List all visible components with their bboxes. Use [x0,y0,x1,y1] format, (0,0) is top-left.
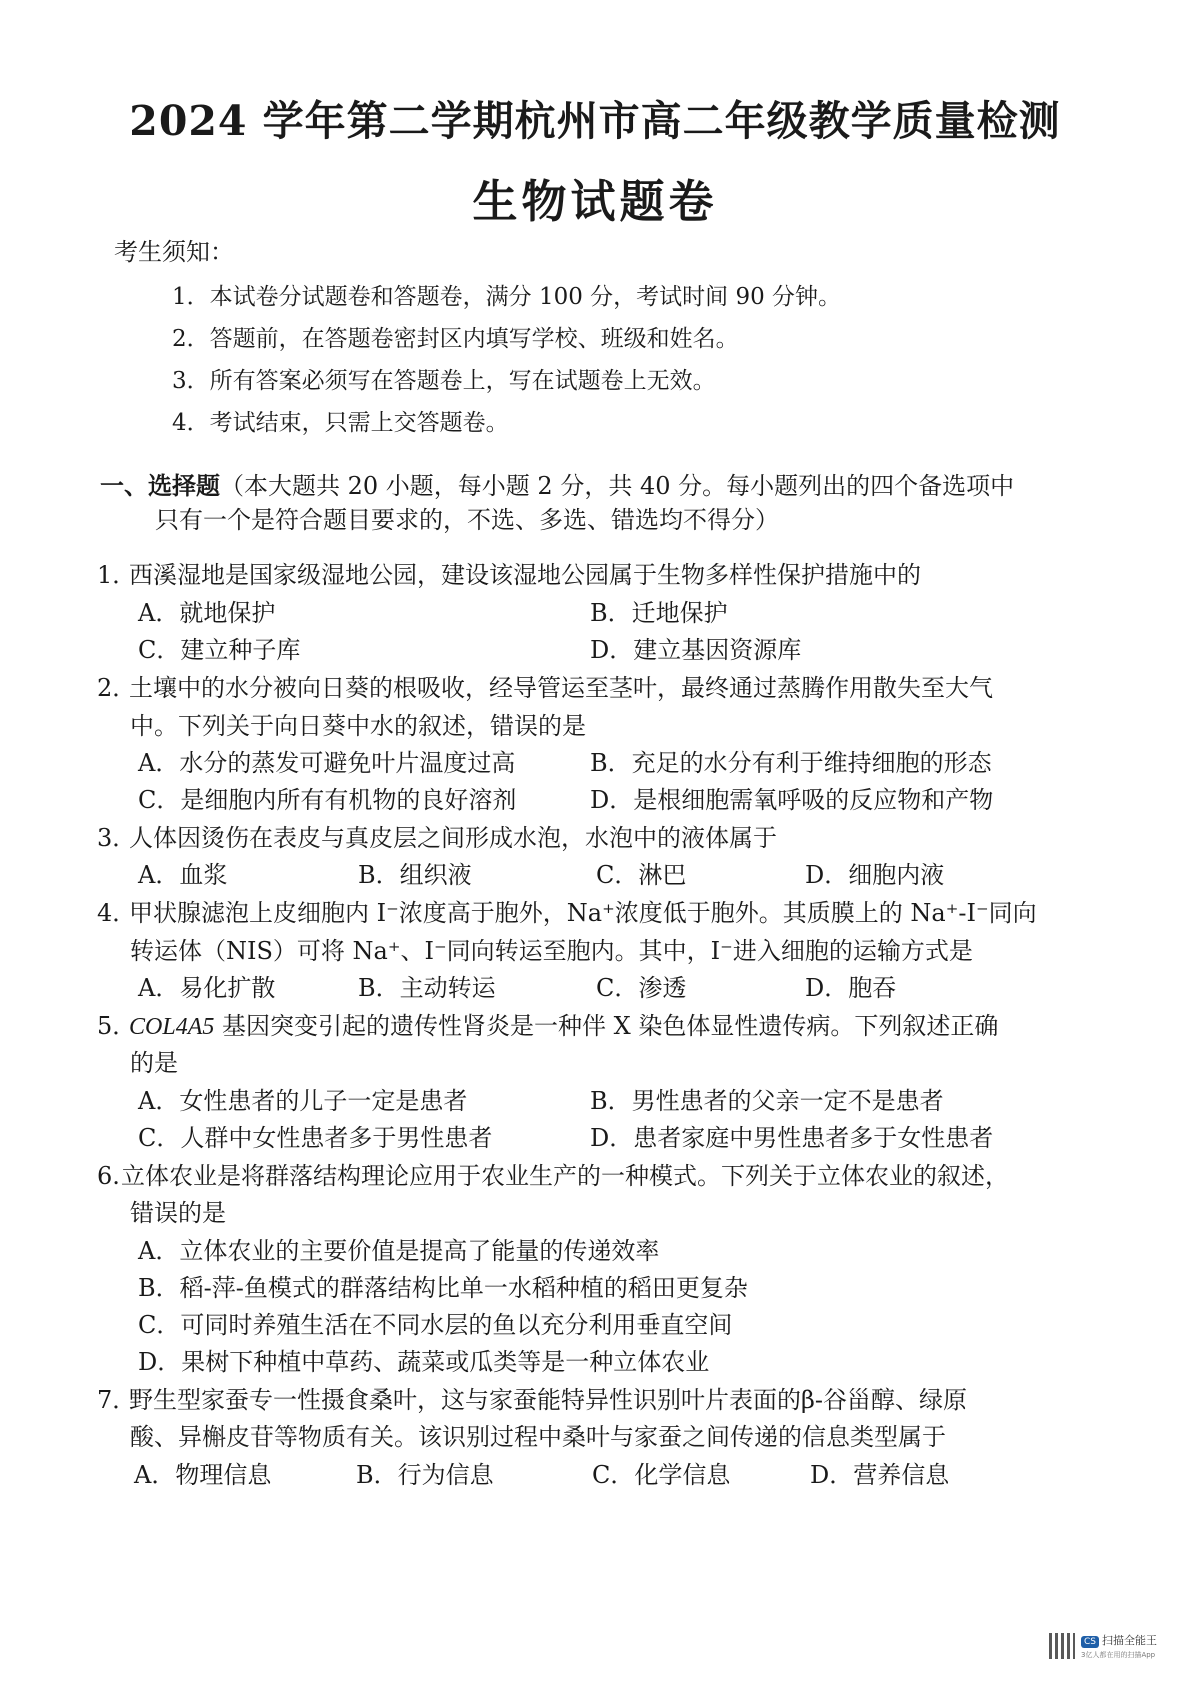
option-d: D．患者家庭中男性患者多于女性患者 [590,1124,994,1152]
question-stem-cont: 中。下列关于向日葵中水的叙述，错误的是 [130,712,586,740]
option-b: B．充足的水分有利于维持细胞的形态 [590,749,992,777]
question-stem: 野生型家蚕专一性摄食桑叶，这与家蚕能特异性识别叶片表面的β-谷甾醇、绿原 [129,1386,967,1414]
question-1 [97,555,921,590]
option-b: B．稻-萍-鱼模式的群落结构比单一水稻种植的稻田更复杂 [138,1274,748,1302]
question-stem: 西溪湿地是国家级湿地公园，建设该湿地公园属于生物多样性保护措施中的 [129,561,921,589]
option-a: A．血浆 [138,861,228,889]
option-b: B．迁地保护 [590,599,728,627]
option-d: D．营养信息 [810,1461,950,1489]
notice-item: 1．本试卷分试题卷和答题卷，满分 100 分，考试时间 90 分钟。 [172,284,842,310]
section-description-line2: 只有一个是符合题目要求的，不选、多选、错选均不得分） [155,506,779,534]
question-2 [97,668,993,703]
option-d: D．胞吞 [805,974,897,1002]
question-5 [97,1006,998,1041]
option-d: D．细胞内液 [805,861,945,889]
notice-heading: 考生须知： [114,238,234,266]
question-number: 7． [97,1386,137,1414]
option-d: D．是根细胞需氧呼吸的反应物和产物 [590,786,994,814]
scanner-logo [1081,1632,1157,1648]
question-stem-cont: 的是 [130,1049,178,1077]
option-b: B．组织液 [358,861,472,889]
notice-item: 2．答题前，在答题卷密封区内填写学校、班级和姓名。 [172,326,739,352]
exam-subtitle: 生物试题卷 [472,175,718,228]
notice-item: 3．所有答案必须写在答题卷上，写在试题卷上无效。 [172,368,716,394]
option-a: A．女性患者的儿子一定是患者 [138,1087,468,1115]
question-4 [97,893,1037,928]
option-a: A．水分的蒸发可避免叶片温度过高 [138,749,516,777]
option-c: C．化学信息 [592,1461,731,1489]
question-number: 6. [97,1162,120,1190]
option-a: A．就地保护 [138,599,276,627]
question-stem: 土壤中的水分被向日葵的根吸收，经导管运至茎叶，最终通过蒸腾作用散失至大气 [129,674,993,702]
option-c: C．人群中女性患者多于男性患者 [138,1124,493,1152]
option-c: C．是细胞内所有有机物的良好溶剂 [138,786,517,814]
question-stem: 甲状腺滤泡上皮细胞内 I⁻浓度高于胞外，Na⁺浓度低于胞外。其质膜上的 Na⁺-I⁻同向 [129,899,1037,927]
option-c: C．淋巴 [596,861,687,889]
section-heading [100,466,1014,501]
question-7 [97,1380,967,1415]
question-number: 3． [97,824,137,852]
question-number: 1． [97,561,137,589]
scanner-name: 扫描全能王 [1102,1634,1157,1647]
option-a: A．易化扩散 [138,974,276,1002]
question-stem: 基因突变引起的遗传性肾炎是一种伴 X 染色体显性遗传病。下列叙述正确 [214,1012,999,1040]
option-a: A．物理信息 [134,1461,272,1489]
question-6 [97,1156,1009,1191]
option-d: D．果树下种植中草药、蔬菜或瓜类等是一种立体农业 [138,1348,710,1376]
option-b: B．主动转运 [358,974,496,1002]
option-c: C．可同时养殖生活在不同水层的鱼以充分利用垂直空间 [138,1311,733,1339]
question-number: 2． [97,674,137,702]
cs-badge-icon: CS [1081,1636,1099,1648]
question-number: 5． [97,1012,137,1040]
option-c: C．渗透 [596,974,687,1002]
scanner-tagline: 3亿人都在用的扫描App [1081,1651,1156,1659]
option-d: D．建立基因资源库 [590,636,802,664]
gene-name: COL4A5 [129,1014,215,1040]
option-b: B．男性患者的父亲一定不是患者 [590,1087,944,1115]
qr-code-icon [1049,1633,1075,1659]
question-stem-cont: 转运体（NIS）可将 Na⁺、I⁻同向转运至胞内。其中，I⁻进入细胞的运输方式是 [130,937,973,965]
exam-title: 2024 学年第二学期杭州市高二年级教学质量检测 [129,97,1061,145]
option-c: C．建立种子库 [138,636,301,664]
question-3 [97,818,777,853]
question-stem-cont: 错误的是 [130,1199,226,1227]
section-title: 一、选择题 [100,471,220,500]
question-stem: 立体农业是将群落结构理论应用于农业生产的一种模式。下列关于立体农业的叙述， [121,1162,1009,1190]
question-number: 4． [97,899,137,927]
question-stem-cont: 酸、异槲皮苷等物质有关。该识别过程中桑叶与家蚕之间传递的信息类型属于 [130,1423,946,1451]
option-a: A．立体农业的主要价值是提高了能量的传递效率 [138,1237,660,1265]
section-description: （本大题共 20 小题，每小题 2 分，共 40 分。每小题列出的四个备选项中 [220,472,1015,500]
option-b: B．行为信息 [356,1461,494,1489]
question-stem: 人体因烫伤在表皮与真皮层之间形成水泡，水泡中的液体属于 [129,824,777,852]
notice-item: 4．考试结束，只需上交答题卷。 [172,410,509,436]
